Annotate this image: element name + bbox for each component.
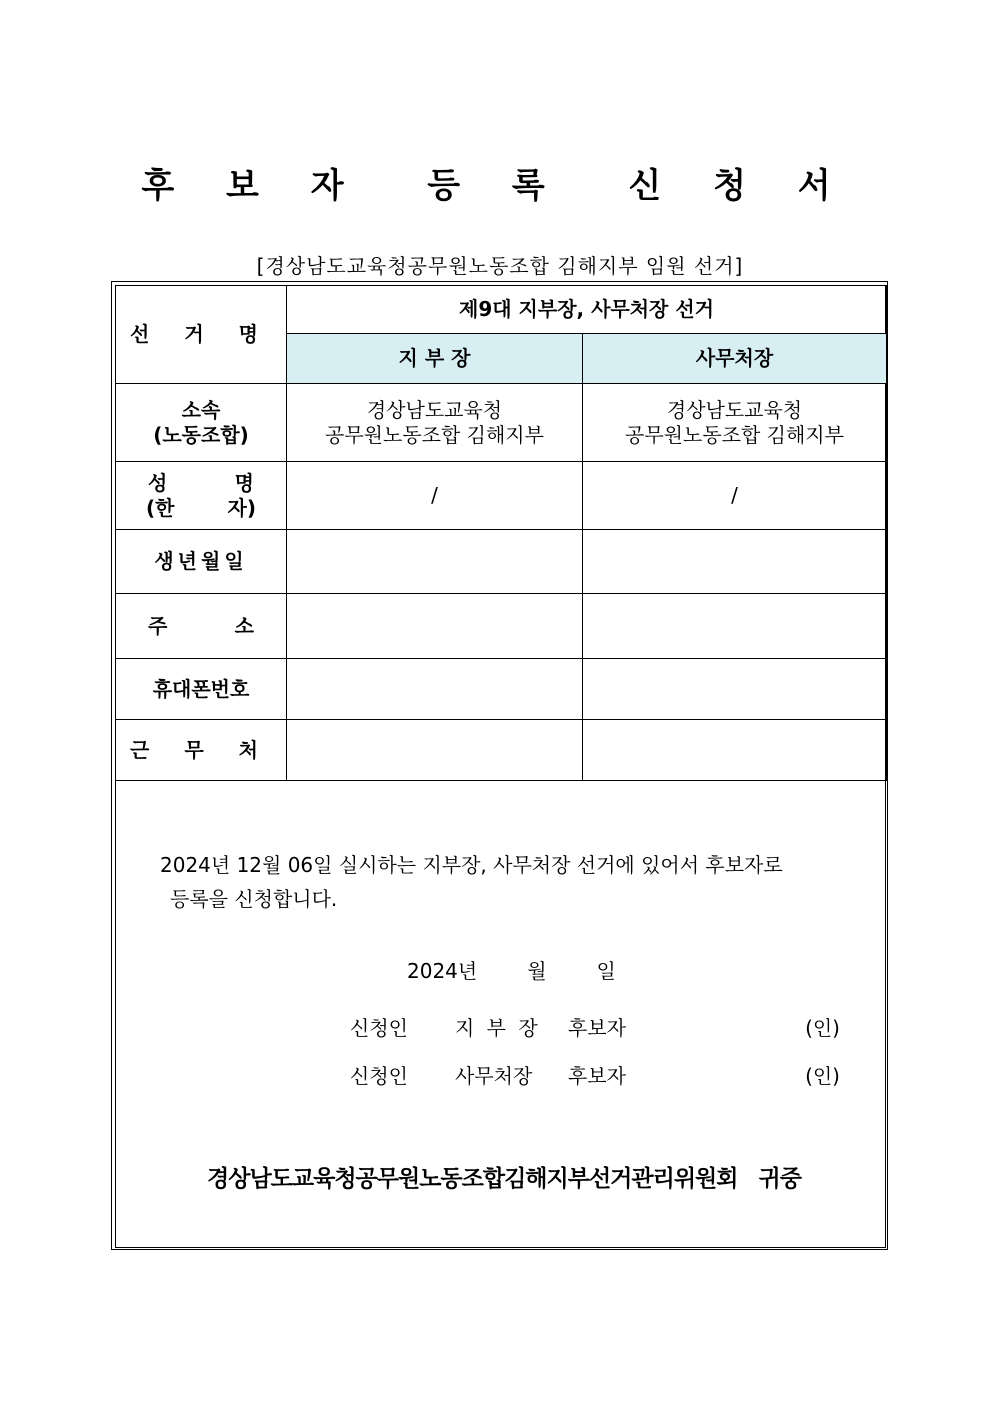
birthdate-input-branch-head[interactable] bbox=[287, 530, 583, 594]
statement-text bbox=[160, 848, 860, 916]
affiliation-branch-head: 경상남도교육청 공무원노동조합 김해지부 bbox=[287, 384, 583, 462]
name-input-branch-head[interactable]: / bbox=[287, 462, 583, 530]
birthdate-label: 생년월일 bbox=[116, 530, 287, 594]
document-subtitle: [경상남도교육청공무원노동조합 김해지부 임원 선거] bbox=[256, 254, 744, 278]
candidate-label: 후보자 bbox=[568, 1016, 626, 1040]
statement-line-2: 등록을 신청합니다. bbox=[170, 887, 338, 911]
application-date bbox=[407, 955, 616, 984]
date-month: 월 bbox=[527, 959, 547, 983]
column-header-branch-head: 지 부 장 bbox=[287, 334, 583, 384]
birthdate-input-secretary[interactable] bbox=[583, 530, 887, 594]
affiliation-secretary: 경상남도교육청 공무원노동조합 김해지부 bbox=[583, 384, 887, 462]
addressee-footer: 경상남도교육청공무원노동조합김해지부선거관리위원회 귀중 bbox=[207, 1166, 801, 1192]
phone-label: 휴대폰번호 bbox=[116, 659, 287, 720]
candidate-role: 사무처장 bbox=[455, 1064, 533, 1088]
applicant-label: 신청인 bbox=[350, 1016, 408, 1040]
registration-table bbox=[115, 285, 887, 781]
election-name-value: 제9대 지부장, 사무처장 선거 bbox=[287, 286, 887, 334]
workplace-label: 근 무 처 bbox=[116, 720, 287, 781]
candidate-role: 지 부 장 bbox=[455, 1016, 541, 1040]
date-day: 일 bbox=[596, 959, 616, 983]
date-year: 2024년 bbox=[407, 959, 478, 983]
statement-line-1: 2024년 12월 06일 실시하는 지부장, 사무처장 선거에 있어서 후보자로 bbox=[160, 853, 783, 877]
affiliation-label: 소속 (노동조합) bbox=[116, 384, 287, 462]
name-input-secretary[interactable]: / bbox=[583, 462, 887, 530]
seal-mark[interactable]: (인) bbox=[805, 1064, 840, 1088]
address-input-secretary[interactable] bbox=[583, 594, 887, 659]
candidate-label: 후보자 bbox=[568, 1064, 626, 1088]
seal-mark[interactable]: (인) bbox=[805, 1016, 840, 1040]
phone-input-secretary[interactable] bbox=[583, 659, 887, 720]
phone-input-branch-head[interactable] bbox=[287, 659, 583, 720]
applicant-label: 신청인 bbox=[350, 1064, 408, 1088]
name-label: 성 명 (한 자) bbox=[116, 462, 287, 530]
election-name-label: 선 거 명 bbox=[116, 286, 287, 384]
address-input-branch-head[interactable] bbox=[287, 594, 583, 659]
column-header-secretary: 사무처장 bbox=[583, 334, 887, 384]
document-title: 후 보 자 등 록 신 청 서 bbox=[141, 166, 851, 206]
workplace-input-secretary[interactable] bbox=[583, 720, 887, 781]
address-label: 주 소 bbox=[116, 594, 287, 659]
workplace-input-branch-head[interactable] bbox=[287, 720, 583, 781]
